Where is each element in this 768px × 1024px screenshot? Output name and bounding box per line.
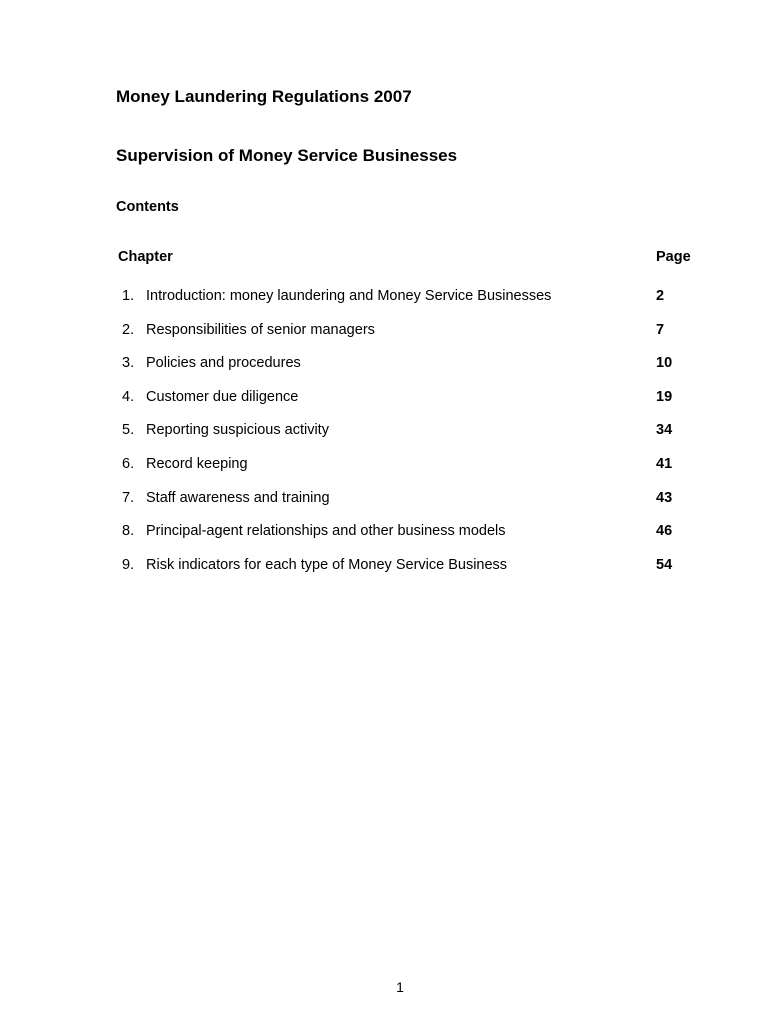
toc-entry-label: Principal-agent relationships and other business models (146, 523, 506, 540)
toc-entry-page: 19 (656, 388, 673, 405)
toc-entry-label: Responsibilities of senior managers (146, 321, 375, 338)
contents-heading: Contents (116, 199, 179, 215)
table-of-contents (0, 288, 768, 590)
toc-entry-page: 43 (656, 489, 673, 506)
toc-entry-page: 46 (656, 523, 673, 540)
toc-entry-page: 34 (656, 422, 673, 439)
toc-entry-label: Risk indicators for each type of Money Service Business (146, 556, 508, 573)
page-number: 1 (396, 979, 404, 995)
document-subtitle: Supervision of Money Service Businesses (116, 146, 458, 165)
toc-entry (0, 389, 768, 423)
toc-entry-label: Reporting suspicious activity (146, 422, 329, 439)
toc-entry-label: Introduction: money laundering and Money Service Businesses (146, 288, 552, 304)
toc-entry-page: 2 (656, 288, 665, 304)
page-column-header: Page (656, 249, 691, 265)
toc-entry-page: 54 (656, 556, 673, 573)
toc-entry (0, 322, 768, 356)
toc-entry-number: 6. (122, 455, 135, 472)
toc-entry (0, 456, 768, 490)
toc-entry-label: Customer due diligence (146, 388, 299, 405)
toc-entry (0, 523, 768, 557)
toc-entry-page: 10 (656, 355, 673, 372)
toc-entry-label: Policies and procedures (146, 355, 301, 372)
toc-entry-number: 2. (122, 321, 135, 338)
toc-entry-number: 4. (122, 388, 135, 405)
toc-entry-number: 3. (122, 355, 135, 372)
toc-entry-number: 5. (122, 422, 135, 439)
toc-entry (0, 288, 768, 322)
toc-entry (0, 355, 768, 389)
toc-entry-label: Staff awareness and training (146, 489, 330, 506)
toc-entry-number: 7. (122, 489, 135, 506)
toc-entry-page: 7 (656, 321, 665, 338)
toc-entry-label: Record keeping (146, 455, 248, 472)
toc-entry-page: 41 (656, 455, 673, 472)
toc-entry (0, 422, 768, 456)
toc-entry-number: 9. (122, 556, 135, 573)
chapter-column-header: Chapter (118, 249, 173, 265)
toc-entry (0, 490, 768, 524)
document-title: Money Laundering Regulations 2007 (116, 87, 412, 106)
toc-entry (0, 557, 768, 591)
toc-entry-number: 8. (122, 523, 135, 540)
toc-entry-number: 1. (122, 288, 135, 304)
